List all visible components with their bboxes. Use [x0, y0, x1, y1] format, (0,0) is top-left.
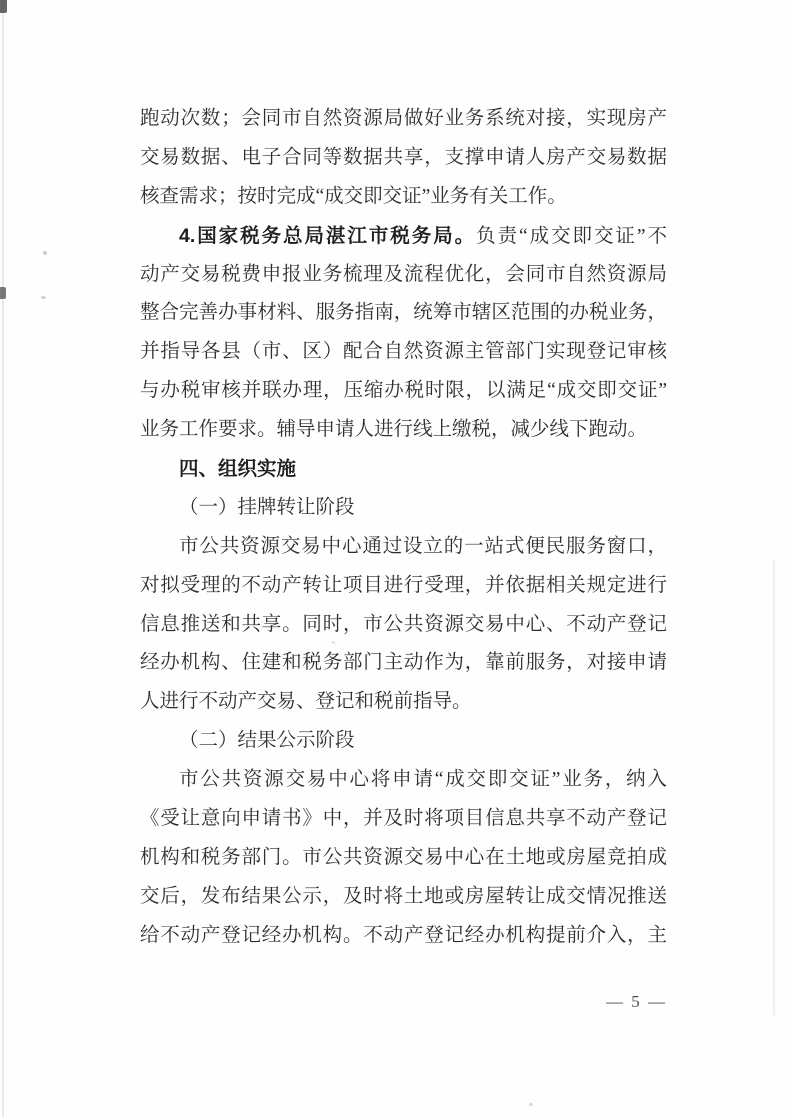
body-line-paragraph-start: 市公共资源交易中心通过设立的一站式便民服务窗口，: [179, 535, 667, 557]
body-line: 业务工作要求。辅导申请人进行线上缴税，减少线下跑动。: [140, 419, 648, 441]
body-line: 与办税审核并联办理，压缩办税时限，以满足“成交即交证”: [140, 380, 667, 402]
scan-artifact-left: [0, 287, 6, 299]
scan-speck: [43, 251, 47, 255]
body-line: 《受让意向申请书》中，并及时将项目信息共享不动产登记: [140, 808, 667, 830]
body-line: 对拟受理的不动产转让项目进行受理，并依据相关规定进行: [140, 574, 667, 596]
subsection-heading: （一）挂牌转让阶段: [179, 496, 355, 518]
body-line: 人进行不动产交易、登记和税前指导。: [140, 691, 472, 713]
body-line: 经办机构、住建和税务部门主动作为，靠前服务，对接申请: [140, 652, 667, 674]
body-line: 跑动次数；会同市自然资源局做好业务系统对接，实现房产: [140, 108, 667, 129]
scan-speck: [41, 296, 46, 299]
bold-lead-text: 4.国家税务总局湛江市税务局。: [179, 224, 477, 247]
scan-artifact-corner: [0, 0, 7, 13]
body-line: 给不动产登记经办机构。不动产登记经办机构提前介入，主: [140, 924, 667, 946]
section-heading: 四、组织实施: [179, 458, 297, 481]
body-line: 核查需求；按时完成“成交即交证”业务有关工作。: [140, 185, 567, 207]
document-text-block: [140, 100, 667, 956]
body-line: 信息推送和共享。同时，市公共资源交易中心、不动产登记: [140, 613, 667, 635]
body-line-paragraph-start: [140, 217, 667, 256]
scan-edge-line-right: [773, 560, 775, 1015]
page-number: — 5 —: [606, 992, 667, 1011]
body-line: 整合完善办事材料、服务指南，统筹市辖区范围的办税业务，: [140, 302, 667, 324]
scan-edge-line-left: [2, 0, 4, 1117]
scan-speck: [529, 1103, 533, 1106]
body-line-paragraph-start: 市公共资源交易中心将申请“成交即交证”业务，纳入: [179, 769, 667, 791]
body-line: 交后，发布结果公示，及时将土地或房屋转让成交情况推送: [140, 885, 667, 907]
body-line: 交易数据、电子合同等数据共享，支撑申请人房产交易数据: [140, 146, 667, 168]
body-line: 并指导各县（市、区）配合自然资源主管部门实现登记审核: [140, 341, 667, 363]
body-line: 动产交易税费申报业务梳理及流程优化，会同市自然资源局: [140, 263, 667, 285]
body-line-rest: 负责“成交即交证”不: [476, 225, 667, 247]
body-line: 机构和税务部门。市公共资源交易中心在土地或房屋竞拍成: [140, 846, 667, 868]
subsection-heading: （二）结果公示阶段: [179, 730, 355, 752]
